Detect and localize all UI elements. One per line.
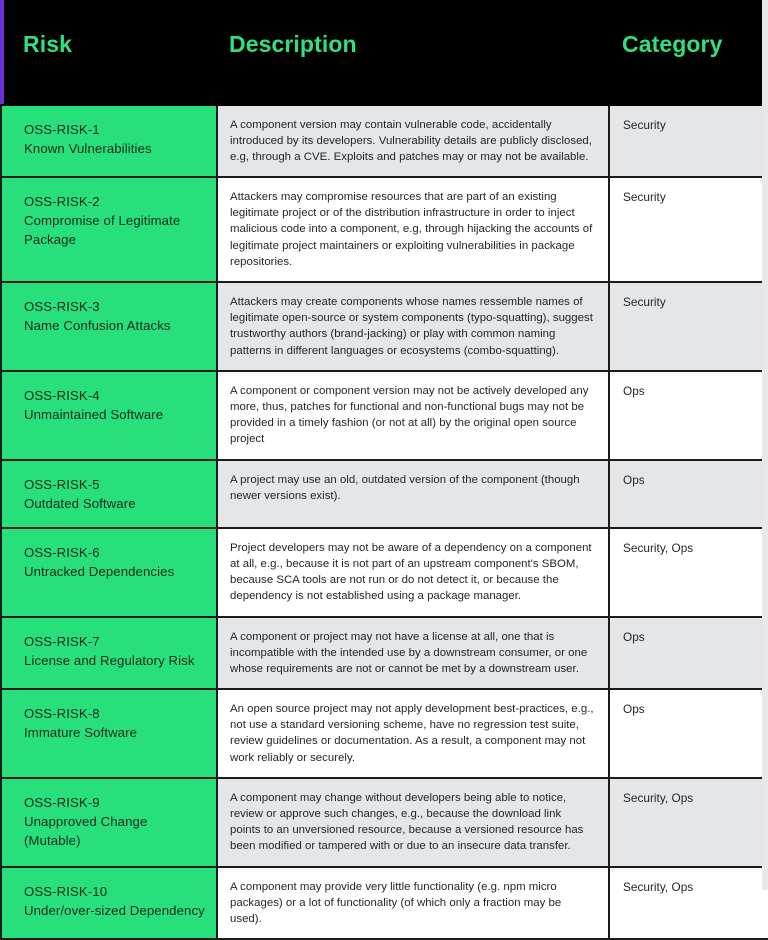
risk-id: OSS-RISK-10 bbox=[24, 883, 108, 899]
risk-name: Untracked Dependencies bbox=[24, 563, 175, 579]
header-row bbox=[1, 0, 768, 104]
category-cell: Security, Ops bbox=[609, 778, 768, 867]
risk-name: Compromise of Legitimate Package bbox=[24, 213, 181, 248]
table-row bbox=[1, 371, 768, 460]
risk-cell bbox=[1, 689, 217, 778]
risk-id: OSS-RISK-1 bbox=[24, 121, 100, 137]
column-header-category: Category bbox=[609, 0, 768, 104]
risk-cell bbox=[1, 778, 217, 867]
category-cell: Security bbox=[609, 282, 768, 371]
table-row bbox=[1, 617, 768, 690]
description-cell: Attackers may compromise resources that are part of an existing legitimate project or of the distribution infrastructure in order to inject malicious code into a component, e.g, through hijacking the accounts of legitimate project maintainers or exploiting vulnerabilities in package repositories. bbox=[217, 177, 609, 282]
description-cell: A component may change without developers being able to notice, review or approve such changes, e.g., because the download link points to an unversioned resource, because a versioned resource has been modified or tampered with or due to an insecure data transfer. bbox=[217, 778, 609, 867]
table-row bbox=[1, 528, 768, 617]
table-body bbox=[1, 104, 768, 939]
table-row bbox=[1, 689, 768, 778]
category-cell: Security, Ops bbox=[609, 867, 768, 940]
risk-id: OSS-RISK-8 bbox=[24, 706, 100, 722]
page-gutter bbox=[762, 0, 768, 890]
risk-cell bbox=[1, 282, 217, 371]
risk-id: OSS-RISK-3 bbox=[24, 299, 100, 314]
risk-id: OSS-RISK-4 bbox=[24, 387, 100, 403]
risk-name: Known Vulnerabilities bbox=[24, 140, 152, 156]
category-cell: Security bbox=[609, 104, 768, 177]
risk-name: Unmaintained Software bbox=[24, 406, 164, 422]
accent-rail bbox=[0, 0, 4, 104]
risk-id: OSS-RISK-5 bbox=[24, 476, 100, 492]
risk-cell bbox=[1, 528, 217, 617]
description-cell: Project developers may not be aware of a dependency on a component at all, e.g., because it is not part of an upstream component's SBOM, because SCA tools are not run or do not detect it, or because the dependency is not established using a package manager. bbox=[217, 528, 609, 617]
risk-id: OSS-RISK-6 bbox=[24, 544, 100, 560]
category-cell: Security bbox=[609, 177, 768, 282]
risk-cell bbox=[1, 371, 217, 460]
table-row bbox=[1, 778, 768, 867]
category-cell: Ops bbox=[609, 689, 768, 778]
risk-id: OSS-RISK-9 bbox=[24, 794, 100, 810]
table-header bbox=[1, 0, 768, 104]
table-row bbox=[1, 104, 768, 177]
risk-name: Unapproved Change (Mutable) bbox=[24, 813, 148, 849]
risk-name: Immature Software bbox=[24, 725, 138, 741]
description-cell: An open source project may not apply development best-practices, e.g., not use a standard versioning scheme, have no regression test suite, review guidelines or documentation. As a result, a component may not work reliably or securely. bbox=[217, 689, 609, 778]
risk-cell bbox=[1, 104, 217, 177]
category-cell: Ops bbox=[609, 371, 768, 460]
column-header-risk: Risk bbox=[1, 0, 217, 104]
risk-cell bbox=[1, 460, 217, 528]
risk-id: OSS-RISK-7 bbox=[24, 633, 100, 649]
risk-name: Under/over-sized Dependency bbox=[24, 902, 205, 918]
risk-name: Name Confusion Attacks bbox=[24, 318, 171, 334]
description-cell: A component version may contain vulnerable code, accidentally introduced by its developers. Vulnerability details are publicly disclosed, e.g, through a CVE. Exploits and patches may or may not be available. bbox=[217, 104, 609, 177]
table-row bbox=[1, 282, 768, 371]
risk-name: Outdated Software bbox=[24, 495, 136, 511]
description-cell: A component or component version may not be actively developed any more, thus, patches for functional and non-functional bugs may not be provided in a timely fashion (or not at all) by the original open source project bbox=[217, 371, 609, 460]
description-cell: A component or project may not have a license at all, one that is incompatible with the intended use by a downstream consumer, or one whose requirements are not or cannot be met by a downstream user. bbox=[217, 617, 609, 690]
category-cell: Ops bbox=[609, 460, 768, 528]
risk-cell bbox=[1, 867, 217, 940]
description-cell: A component may provide very little functionality (e.g. npm micro packages) or a lot of functionality (of which only a fraction may be used). bbox=[217, 867, 609, 940]
risk-name: License and Regulatory Risk bbox=[24, 652, 195, 668]
description-cell: A project may use an old, outdated version of the component (though newer versions exist). bbox=[217, 460, 609, 528]
description-cell: Attackers may create components whose names ressemble names of legitimate open-source or system components (typo-squatting), suggest trustworthy authors (brand-jacking) or play with common naming patterns in different languages or ecosystems (combo-squatting). bbox=[217, 282, 609, 371]
table-row bbox=[1, 177, 768, 282]
risk-cell bbox=[1, 177, 217, 282]
risk-id: OSS-RISK-2 bbox=[24, 194, 100, 210]
category-cell: Ops bbox=[609, 617, 768, 690]
column-header-description: Description bbox=[217, 0, 609, 104]
risk-cell bbox=[1, 617, 217, 690]
table-row bbox=[1, 867, 768, 940]
category-cell: Security, Ops bbox=[609, 528, 768, 617]
table-row bbox=[1, 460, 768, 528]
